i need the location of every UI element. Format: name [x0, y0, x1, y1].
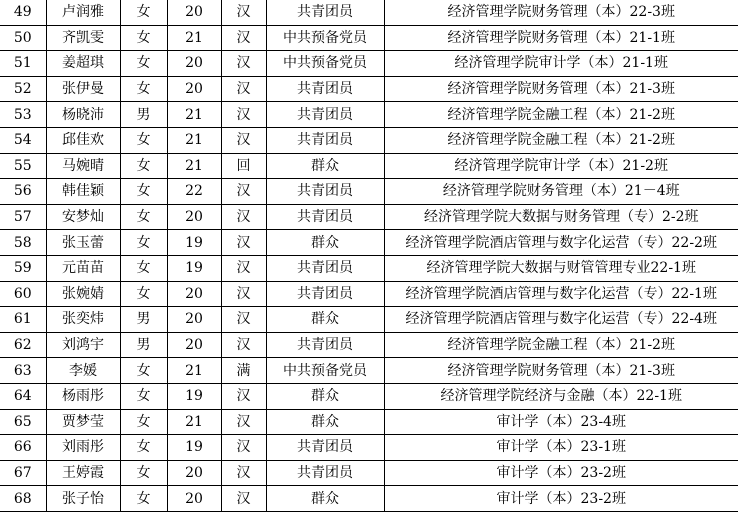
row-number-cell: 57 [0, 204, 46, 230]
gender-cell: 女 [120, 153, 167, 179]
age-cell: 21 [167, 127, 221, 153]
table-row [0, 332, 738, 358]
political-status-cell: 共青团员 [266, 0, 384, 25]
political-status-cell: 共青团员 [266, 76, 384, 102]
table-row [0, 460, 738, 486]
ethnicity-cell: 汉 [221, 486, 266, 512]
name-cell: 李媛 [46, 358, 120, 384]
ethnicity-cell: 汉 [221, 332, 266, 358]
class-cell: 经济管理学院财务管理（本）21－4班 [384, 179, 738, 205]
class-cell: 经济管理学院金融工程（本）21-2班 [384, 102, 738, 128]
row-number-cell: 50 [0, 25, 46, 51]
table-row [0, 51, 738, 77]
name-cell: 贾梦莹 [46, 409, 120, 435]
name-cell: 张玉蕾 [46, 230, 120, 256]
row-number-cell: 61 [0, 307, 46, 333]
political-status-cell: 共青团员 [266, 127, 384, 153]
gender-cell: 女 [120, 435, 167, 461]
row-number-cell: 52 [0, 76, 46, 102]
age-cell: 21 [167, 358, 221, 384]
class-cell: 经济管理学院金融工程（本）21-2班 [384, 127, 738, 153]
class-cell: 经济管理学院酒店管理与数字化运营（专）22-2班 [384, 230, 738, 256]
class-cell: 审计学（本）23-2班 [384, 460, 738, 486]
row-number-cell: 59 [0, 255, 46, 281]
table-row [0, 383, 738, 409]
table-row [0, 204, 738, 230]
row-number-cell: 49 [0, 0, 46, 25]
ethnicity-cell: 汉 [221, 281, 266, 307]
political-status-cell: 群众 [266, 153, 384, 179]
political-status-cell: 共青团员 [266, 102, 384, 128]
age-cell: 20 [167, 76, 221, 102]
class-cell: 经济管理学院金融工程（本）21-2班 [384, 332, 738, 358]
ethnicity-cell: 汉 [221, 0, 266, 25]
gender-cell: 女 [120, 358, 167, 384]
table-row [0, 153, 738, 179]
row-number-cell: 67 [0, 460, 46, 486]
age-cell: 19 [167, 435, 221, 461]
table-row [0, 486, 738, 512]
ethnicity-cell: 汉 [221, 460, 266, 486]
gender-cell: 女 [120, 25, 167, 51]
name-cell: 张伊曼 [46, 76, 120, 102]
ethnicity-cell: 汉 [221, 179, 266, 205]
age-cell: 20 [167, 281, 221, 307]
ethnicity-cell: 汉 [221, 102, 266, 128]
table-row [0, 102, 738, 128]
political-status-cell: 中共预备党员 [266, 358, 384, 384]
table-row [0, 281, 738, 307]
class-cell: 经济管理学院酒店管理与数字化运营（专）22-1班 [384, 281, 738, 307]
class-cell: 审计学（本）23-4班 [384, 409, 738, 435]
ethnicity-cell: 汉 [221, 25, 266, 51]
name-cell: 刘鸿宇 [46, 332, 120, 358]
row-number-cell: 64 [0, 383, 46, 409]
political-status-cell: 群众 [266, 383, 384, 409]
gender-cell: 女 [120, 409, 167, 435]
name-cell: 韩佳颖 [46, 179, 120, 205]
table-row [0, 435, 738, 461]
age-cell: 20 [167, 204, 221, 230]
political-status-cell: 群众 [266, 307, 384, 333]
gender-cell: 女 [120, 460, 167, 486]
age-cell: 21 [167, 409, 221, 435]
gender-cell: 女 [120, 127, 167, 153]
gender-cell: 女 [120, 76, 167, 102]
age-cell: 20 [167, 307, 221, 333]
political-status-cell: 共青团员 [266, 435, 384, 461]
class-cell: 经济管理学院经济与金融（本）22-1班 [384, 383, 738, 409]
ethnicity-cell: 汉 [221, 255, 266, 281]
political-status-cell: 共青团员 [266, 460, 384, 486]
age-cell: 21 [167, 25, 221, 51]
age-cell: 21 [167, 153, 221, 179]
gender-cell: 女 [120, 51, 167, 77]
political-status-cell: 共青团员 [266, 281, 384, 307]
table-row [0, 76, 738, 102]
ethnicity-cell: 汉 [221, 435, 266, 461]
age-cell: 20 [167, 0, 221, 25]
table-row [0, 230, 738, 256]
class-cell: 经济管理学院财务管理（本）22-3班 [384, 0, 738, 25]
political-status-cell: 共青团员 [266, 204, 384, 230]
age-cell: 22 [167, 179, 221, 205]
class-cell: 经济管理学院大数据与财管管理专业22-1班 [384, 255, 738, 281]
name-cell: 张奕炜 [46, 307, 120, 333]
row-number-cell: 68 [0, 486, 46, 512]
political-status-cell: 中共预备党员 [266, 51, 384, 77]
ethnicity-cell: 汉 [221, 204, 266, 230]
class-cell: 经济管理学院财务管理（本）21-3班 [384, 358, 738, 384]
ethnicity-cell: 汉 [221, 383, 266, 409]
age-cell: 20 [167, 51, 221, 77]
gender-cell: 女 [120, 230, 167, 256]
name-cell: 杨晓沛 [46, 102, 120, 128]
table-row [0, 409, 738, 435]
ethnicity-cell: 汉 [221, 51, 266, 77]
name-cell: 张子怡 [46, 486, 120, 512]
class-cell: 审计学（本）23-2班 [384, 486, 738, 512]
table-row [0, 307, 738, 333]
ethnicity-cell: 汉 [221, 230, 266, 256]
age-cell: 19 [167, 383, 221, 409]
table-row [0, 358, 738, 384]
class-cell: 经济管理学院财务管理（本）21-1班 [384, 25, 738, 51]
table-row [0, 0, 738, 25]
name-cell: 张婉婧 [46, 281, 120, 307]
gender-cell: 女 [120, 179, 167, 205]
row-number-cell: 62 [0, 332, 46, 358]
age-cell: 20 [167, 460, 221, 486]
class-cell: 经济管理学院酒店管理与数字化运营（专）22-4班 [384, 307, 738, 333]
name-cell: 刘雨彤 [46, 435, 120, 461]
row-number-cell: 55 [0, 153, 46, 179]
name-cell: 邱佳欢 [46, 127, 120, 153]
gender-cell: 女 [120, 204, 167, 230]
ethnicity-cell: 汉 [221, 127, 266, 153]
class-cell: 经济管理学院大数据与财务管理（专）2-2班 [384, 204, 738, 230]
row-number-cell: 66 [0, 435, 46, 461]
gender-cell: 女 [120, 486, 167, 512]
row-number-cell: 63 [0, 358, 46, 384]
political-status-cell: 共青团员 [266, 332, 384, 358]
gender-cell: 女 [120, 0, 167, 25]
age-cell: 19 [167, 230, 221, 256]
class-cell: 经济管理学院审计学（本）21-2班 [384, 153, 738, 179]
name-cell: 元苗苗 [46, 255, 120, 281]
gender-cell: 女 [120, 383, 167, 409]
class-cell: 经济管理学院财务管理（本）21-3班 [384, 76, 738, 102]
class-cell: 审计学（本）23-1班 [384, 435, 738, 461]
political-status-cell: 共青团员 [266, 255, 384, 281]
name-cell: 姜超琪 [46, 51, 120, 77]
table-row [0, 179, 738, 205]
row-number-cell: 54 [0, 127, 46, 153]
age-cell: 20 [167, 332, 221, 358]
age-cell: 19 [167, 255, 221, 281]
gender-cell: 女 [120, 281, 167, 307]
political-status-cell: 群众 [266, 409, 384, 435]
row-number-cell: 56 [0, 179, 46, 205]
ethnicity-cell: 汉 [221, 307, 266, 333]
name-cell: 齐凯雯 [46, 25, 120, 51]
gender-cell: 男 [120, 307, 167, 333]
row-number-cell: 58 [0, 230, 46, 256]
ethnicity-cell: 满 [221, 358, 266, 384]
table-row [0, 255, 738, 281]
name-cell: 卢润雅 [46, 0, 120, 25]
name-cell: 马婉晴 [46, 153, 120, 179]
ethnicity-cell: 汉 [221, 409, 266, 435]
name-cell: 安梦灿 [46, 204, 120, 230]
ethnicity-cell: 汉 [221, 76, 266, 102]
gender-cell: 女 [120, 255, 167, 281]
class-cell: 经济管理学院审计学（本）21-1班 [384, 51, 738, 77]
row-number-cell: 51 [0, 51, 46, 77]
table-row [0, 127, 738, 153]
political-status-cell: 共青团员 [266, 179, 384, 205]
gender-cell: 男 [120, 332, 167, 358]
name-cell: 杨雨彤 [46, 383, 120, 409]
age-cell: 20 [167, 486, 221, 512]
age-cell: 21 [167, 102, 221, 128]
ethnicity-cell: 回 [221, 153, 266, 179]
row-number-cell: 53 [0, 102, 46, 128]
name-cell: 王婷霞 [46, 460, 120, 486]
gender-cell: 男 [120, 102, 167, 128]
political-status-cell: 群众 [266, 486, 384, 512]
row-number-cell: 65 [0, 409, 46, 435]
row-number-cell: 60 [0, 281, 46, 307]
political-status-cell: 中共预备党员 [266, 25, 384, 51]
political-status-cell: 群众 [266, 230, 384, 256]
table-row [0, 25, 738, 51]
